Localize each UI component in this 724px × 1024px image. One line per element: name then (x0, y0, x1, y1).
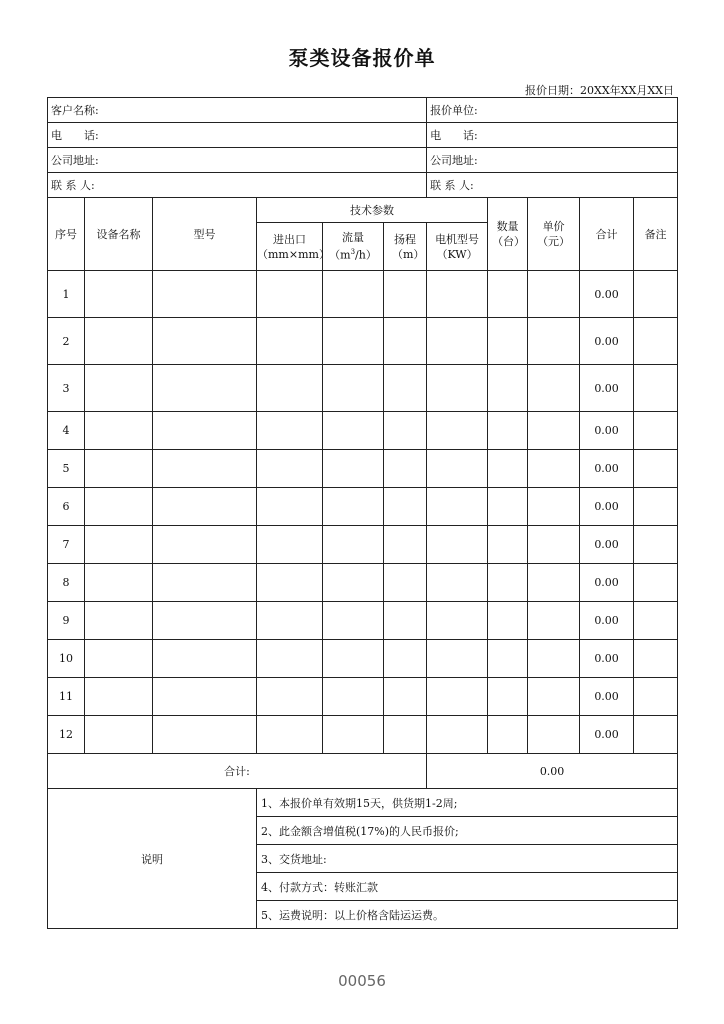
table-row (48, 602, 678, 640)
table-row (48, 412, 678, 450)
row-cell[interactable] (323, 640, 384, 678)
row-subtotal: 0.00 (580, 365, 634, 412)
row-cell[interactable] (528, 450, 580, 488)
row-cell[interactable] (323, 412, 384, 450)
row-cell[interactable] (634, 488, 678, 526)
row-cell[interactable] (384, 602, 427, 640)
header-lift (384, 223, 427, 271)
row-cell[interactable] (153, 564, 257, 602)
row-cell[interactable] (528, 488, 580, 526)
row-cell[interactable] (488, 678, 528, 716)
row-cell[interactable] (528, 716, 580, 754)
row-cell[interactable] (634, 602, 678, 640)
row-subtotal: 0.00 (580, 602, 634, 640)
row-cell[interactable] (257, 678, 323, 716)
address-field-right[interactable]: 公司地址: (427, 148, 678, 173)
row-cell[interactable] (85, 412, 153, 450)
row-cell[interactable] (153, 450, 257, 488)
quote-date: 报价日期：20XX年XX月XX日 (525, 84, 674, 97)
row-cell[interactable] (488, 526, 528, 564)
row-cell[interactable] (528, 412, 580, 450)
row-cell[interactable] (634, 678, 678, 716)
notes-label: 说明 (48, 789, 257, 929)
row-cell[interactable] (634, 564, 678, 602)
row-cell[interactable] (384, 526, 427, 564)
row-cell[interactable] (323, 365, 384, 412)
header-model: 型号 (153, 198, 257, 271)
row-cell[interactable] (323, 488, 384, 526)
header-flow-unit-sup: 3 (350, 248, 356, 257)
row-cell[interactable] (153, 271, 257, 318)
row-cell[interactable] (488, 564, 528, 602)
row-seq: 7 (48, 526, 85, 564)
row-cell[interactable] (85, 271, 153, 318)
header-tech-params: 技术参数 (257, 198, 488, 223)
row-cell[interactable] (634, 318, 678, 365)
header-lift-text: 扬程（m） (392, 232, 425, 261)
row-seq: 9 (48, 602, 85, 640)
row-cell[interactable] (528, 365, 580, 412)
row-cell[interactable] (427, 488, 488, 526)
row-cell[interactable] (323, 318, 384, 365)
row-cell[interactable] (634, 716, 678, 754)
row-cell[interactable] (488, 271, 528, 318)
row-cell[interactable] (427, 602, 488, 640)
table-row (48, 450, 678, 488)
row-cell[interactable] (85, 564, 153, 602)
row-cell[interactable] (528, 602, 580, 640)
row-cell[interactable] (528, 640, 580, 678)
row-cell[interactable] (85, 488, 153, 526)
row-cell[interactable] (85, 602, 153, 640)
row-cell[interactable] (153, 526, 257, 564)
table-row (48, 640, 678, 678)
address-field-left[interactable]: 公司地址: (48, 148, 427, 173)
row-cell[interactable] (634, 450, 678, 488)
page-number: 00056 (338, 972, 386, 990)
row-cell[interactable] (257, 412, 323, 450)
row-cell[interactable] (153, 678, 257, 716)
row-cell[interactable] (323, 271, 384, 318)
row-cell[interactable] (384, 365, 427, 412)
row-subtotal: 0.00 (580, 271, 634, 318)
row-cell[interactable] (85, 450, 153, 488)
row-cell[interactable] (85, 318, 153, 365)
header-inlet: 进出口（mm×mm） (257, 223, 323, 271)
row-cell[interactable] (257, 450, 323, 488)
row-seq: 3 (48, 365, 85, 412)
row-subtotal: 0.00 (580, 526, 634, 564)
note-item: 5、运费说明：以上价格含陆运运费。 (257, 901, 678, 929)
row-cell[interactable] (85, 365, 153, 412)
quote-unit-field[interactable]: 报价单位: (427, 98, 678, 123)
row-seq: 5 (48, 450, 85, 488)
phone-field-right[interactable]: 电 话: (427, 123, 678, 148)
row-cell[interactable] (634, 412, 678, 450)
row-cell[interactable] (634, 365, 678, 412)
row-subtotal: 0.00 (580, 640, 634, 678)
notes-section (48, 789, 678, 929)
note-item: 4、付款方式：转账汇款 (257, 873, 678, 901)
row-subtotal: 0.00 (580, 450, 634, 488)
row-cell[interactable] (488, 716, 528, 754)
row-cell[interactable] (85, 526, 153, 564)
row-cell[interactable] (323, 602, 384, 640)
row-cell[interactable] (153, 640, 257, 678)
row-cell[interactable] (528, 564, 580, 602)
table-row (48, 488, 678, 526)
row-cell[interactable] (257, 716, 323, 754)
contact-field-right[interactable]: 联 系 人: (427, 173, 678, 198)
row-cell[interactable] (257, 488, 323, 526)
header-qty (488, 198, 528, 271)
row-cell[interactable] (153, 412, 257, 450)
row-cell[interactable] (427, 271, 488, 318)
header-motor-text: 电机型号（KW） (435, 232, 480, 261)
row-cell[interactable] (488, 640, 528, 678)
customer-name-field[interactable]: 客户名称: (48, 98, 427, 123)
table-row (48, 678, 678, 716)
row-cell[interactable] (427, 412, 488, 450)
row-cell[interactable] (427, 678, 488, 716)
row-cell[interactable] (257, 365, 323, 412)
row-cell[interactable] (427, 564, 488, 602)
row-cell[interactable] (384, 716, 427, 754)
table-row (48, 271, 678, 318)
grand-total-label: 合计: (48, 754, 427, 789)
row-cell[interactable] (528, 318, 580, 365)
header-flow-unit-pre: （m (329, 248, 351, 262)
row-cell[interactable] (488, 488, 528, 526)
row-cell[interactable] (384, 488, 427, 526)
header-flow (323, 223, 384, 271)
table-row (48, 564, 678, 602)
row-cell[interactable] (427, 716, 488, 754)
row-cell[interactable] (384, 678, 427, 716)
table-body (48, 271, 678, 754)
table-row (48, 716, 678, 754)
row-cell[interactable] (257, 318, 323, 365)
table-row (48, 365, 678, 412)
header-remark: 备注 (634, 198, 678, 271)
row-cell[interactable] (384, 412, 427, 450)
note-row (48, 789, 678, 817)
row-cell[interactable] (323, 564, 384, 602)
row-cell[interactable] (257, 271, 323, 318)
header-unit-price-text: 单价（元） (537, 220, 571, 248)
row-cell[interactable] (323, 716, 384, 754)
header-device-name: 设备名称 (85, 198, 153, 271)
row-cell[interactable] (384, 271, 427, 318)
row-cell[interactable] (488, 450, 528, 488)
phone-field-left[interactable]: 电 话: (48, 123, 427, 148)
row-cell[interactable] (528, 678, 580, 716)
row-cell[interactable] (85, 716, 153, 754)
row-cell[interactable] (153, 318, 257, 365)
row-seq: 10 (48, 640, 85, 678)
row-cell[interactable] (634, 640, 678, 678)
note-item: 3、交货地址: (257, 845, 678, 873)
row-subtotal: 0.00 (580, 716, 634, 754)
contact-field-left[interactable]: 联 系 人: (48, 173, 427, 198)
note-item: 2、此金额含增值税(17%)的人民币报价; (257, 817, 678, 845)
header-flow-unit-post: /h） (355, 248, 377, 262)
row-cell[interactable] (257, 640, 323, 678)
header-motor (427, 223, 488, 271)
header-flow-text: 流量 (342, 231, 364, 245)
row-cell[interactable] (528, 271, 580, 318)
row-cell[interactable] (528, 526, 580, 564)
row-cell[interactable] (153, 488, 257, 526)
row-cell[interactable] (257, 602, 323, 640)
row-cell[interactable] (153, 716, 257, 754)
table-row (48, 318, 678, 365)
row-subtotal: 0.00 (580, 318, 634, 365)
note-item: 1、本报价单有效期15天，供货期1-2周; (257, 789, 678, 817)
row-seq: 2 (48, 318, 85, 365)
row-seq: 4 (48, 412, 85, 450)
row-cell[interactable] (427, 365, 488, 412)
row-cell[interactable] (384, 450, 427, 488)
row-cell[interactable] (85, 678, 153, 716)
header-subtotal: 合计 (580, 198, 634, 271)
row-cell[interactable] (488, 365, 528, 412)
header-unit-price (528, 198, 580, 271)
row-seq: 8 (48, 564, 85, 602)
row-cell[interactable] (85, 640, 153, 678)
row-cell[interactable] (488, 318, 528, 365)
row-cell[interactable] (384, 318, 427, 365)
row-cell[interactable] (427, 450, 488, 488)
row-seq: 6 (48, 488, 85, 526)
row-cell[interactable] (153, 602, 257, 640)
row-seq: 12 (48, 716, 85, 754)
row-subtotal: 0.00 (580, 678, 634, 716)
row-seq: 11 (48, 678, 85, 716)
header-qty-text: 数量（台） (492, 220, 526, 248)
row-subtotal: 0.00 (580, 488, 634, 526)
row-cell[interactable] (427, 526, 488, 564)
row-cell[interactable] (257, 564, 323, 602)
row-cell[interactable] (634, 526, 678, 564)
row-cell[interactable] (323, 450, 384, 488)
row-seq: 1 (48, 271, 85, 318)
row-cell[interactable] (488, 602, 528, 640)
document-title: 泵类设备报价单 (288, 46, 436, 70)
row-cell[interactable] (153, 365, 257, 412)
quote-table (47, 97, 678, 929)
row-cell[interactable] (384, 640, 427, 678)
row-cell[interactable] (323, 678, 384, 716)
row-cell[interactable] (488, 412, 528, 450)
row-cell[interactable] (257, 526, 323, 564)
row-cell[interactable] (323, 526, 384, 564)
row-cell[interactable] (427, 318, 488, 365)
grand-total-value: 0.00 (427, 754, 678, 789)
row-cell[interactable] (427, 640, 488, 678)
row-cell[interactable] (384, 564, 427, 602)
row-subtotal: 0.00 (580, 564, 634, 602)
row-subtotal: 0.00 (580, 412, 634, 450)
row-cell[interactable] (634, 271, 678, 318)
header-seq: 序号 (48, 198, 85, 271)
table-row (48, 526, 678, 564)
